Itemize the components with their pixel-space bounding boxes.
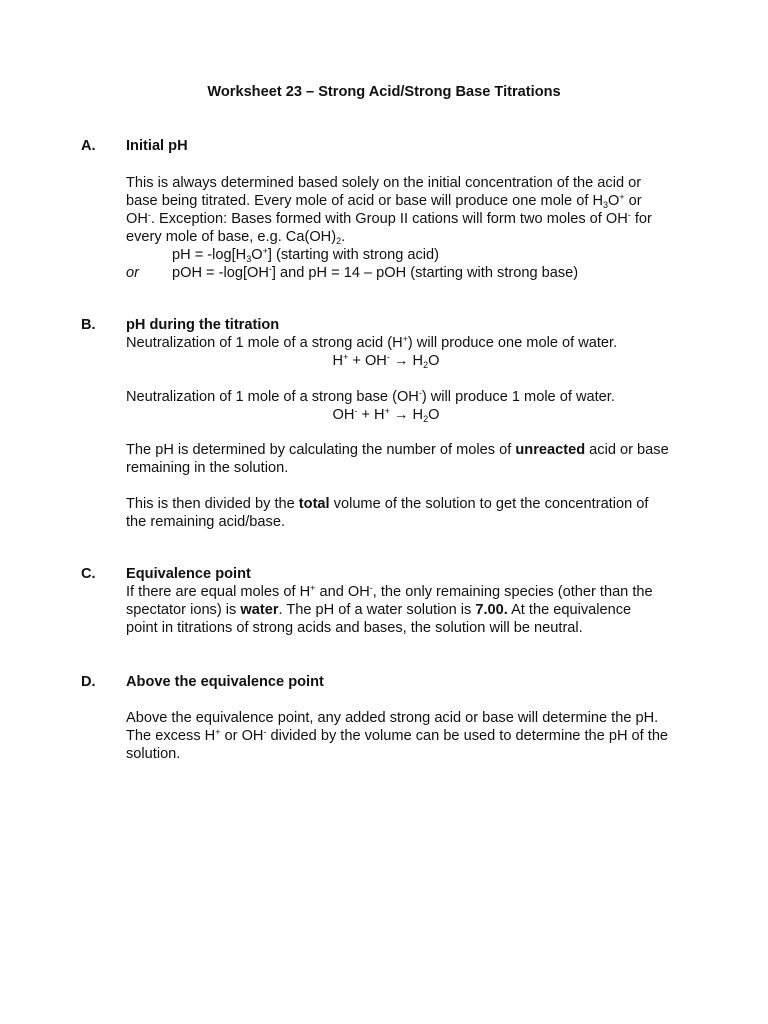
text-line: The pH is determined by calculating the number of moles of unreacted acid or base — [126, 442, 669, 458]
acid-reaction-equation: $H^+ + OH^- \to H_2O$ — [332, 352, 440, 370]
text-line: Above the equivalence point, any added strong acid or base will determine the pH. — [126, 710, 659, 726]
total-volume-paragraph — [126, 495, 706, 531]
ph-equation: pH = $-\log[H_3O^+]$ (starting with strong acid) — [172, 246, 439, 264]
page-title: Worksheet 23 – Strong Acid/Strong Base Titrations — [207, 84, 561, 100]
section-a-heading: Initial pH — [126, 138, 188, 154]
text-line: This is then divided by the total volume of the solution to get the concentration of — [126, 496, 649, 512]
text-line: Neutralization of 1 mole of a strong base (OH-) will produce 1 mole of water. — [126, 388, 615, 405]
text-line: every mole of base, e.g. $Ca(OH)_2$. — [126, 229, 346, 246]
base-reaction-equation: $OH^- + H^+ \to H_2O$ — [332, 406, 440, 424]
section-b-letter: B. — [81, 317, 96, 333]
section-a-paragraph — [126, 174, 706, 246]
poh-equation: pOH = -log[OH-] and pH = 14 – pOH (starting with strong base) — [172, 264, 579, 281]
text-line: point in titrations of strong acids and bases, the solution will be neutral. — [126, 620, 583, 636]
section-c-paragraph — [126, 583, 706, 637]
section-c-heading: Equivalence point — [126, 566, 251, 582]
section-d-paragraph — [126, 709, 706, 763]
text-line: spectator ions) is water. The pH of a water solution is 7.00. At the equivalence — [126, 602, 632, 618]
section-c-letter: C. — [81, 566, 96, 582]
or-label: or — [126, 265, 139, 281]
base-neutralization-text — [126, 388, 706, 406]
text-line: The excess H+ or OH- divided by the volume can be used to determine the pH of the — [126, 727, 669, 744]
acid-neutralization-text — [126, 334, 706, 352]
text-line: solution. — [126, 746, 181, 762]
text-line: OH-. Exception: Bases formed with Group II cations will form two moles of OH- for — [126, 210, 652, 227]
text-line: base being titrated. Every mole of acid or base will produce one mole of $H_3O^+$ or — [126, 192, 642, 210]
section-d-letter: D. — [81, 674, 96, 690]
unreacted-paragraph — [126, 441, 706, 477]
text-line: Neutralization of 1 mole of a strong acid (H+) will produce one mole of water. — [126, 334, 618, 351]
text-line: the remaining acid/base. — [126, 514, 286, 530]
text-line: This is always determined based solely on the initial concentration of the acid or — [126, 175, 642, 191]
section-a-letter: A. — [81, 138, 96, 154]
text-line: If there are equal moles of H+ and OH-, the only remaining species (other than the — [126, 583, 653, 600]
text-line: remaining in the solution. — [126, 460, 289, 476]
section-d-heading: Above the equivalence point — [126, 674, 324, 690]
section-b-heading: pH during the titration — [126, 317, 280, 333]
